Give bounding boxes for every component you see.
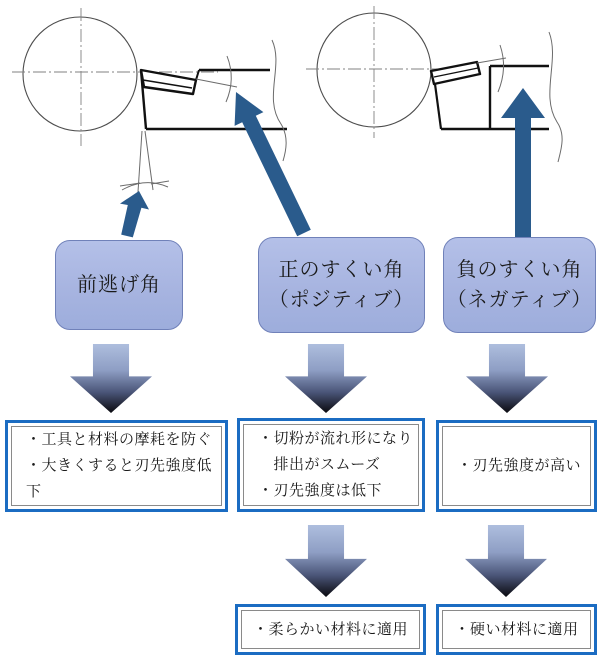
right-drawing-workpiece xyxy=(306,6,438,138)
positive-rake-diagonal-arrow-icon xyxy=(235,92,311,236)
label-text-line2: （ネガティブ） xyxy=(446,289,593,311)
description-line: ・刃先強度が高い xyxy=(457,458,582,474)
break-line-wavy xyxy=(549,32,562,162)
description-line: ・刃先強度は低下 xyxy=(258,483,383,499)
application-box-negative xyxy=(436,604,597,655)
clearance-up-arrow-icon xyxy=(120,191,149,237)
tool-step-edge xyxy=(196,70,199,80)
clearance-reference-slanted xyxy=(145,131,153,190)
application-text: ・柔らかい材料に適用 xyxy=(252,621,408,638)
down-arrow-icon xyxy=(285,525,367,597)
label-text-line2: （ポジティブ） xyxy=(268,289,415,311)
description-box-clearance xyxy=(5,420,228,512)
description-line: 排出がスムーズ xyxy=(258,457,381,473)
negative-rake-up-arrow-icon xyxy=(501,88,545,237)
description-line: ・切粉が流れ形になり xyxy=(258,431,414,447)
right-drawing-tool xyxy=(431,62,549,129)
workpiece-circle xyxy=(23,17,137,131)
tool-front-edge xyxy=(435,84,441,129)
break-line-wavy xyxy=(272,40,286,161)
label-box-clearance-angle xyxy=(55,240,183,330)
left-drawing-tool xyxy=(141,70,287,129)
description-line: ・工具と材料の摩耗を防ぐ xyxy=(26,432,213,448)
insert-positive-rake xyxy=(141,70,196,94)
clearance-tick-left xyxy=(120,183,140,186)
application-box-positive xyxy=(235,604,426,655)
label-text-line1: 負のすくい角 xyxy=(456,259,583,281)
description-box-positive xyxy=(237,418,425,512)
down-arrow-icon xyxy=(285,344,367,413)
tool-angle-drawings xyxy=(0,0,600,240)
down-arrow-icon xyxy=(466,344,548,413)
rake-angle-arc xyxy=(226,56,231,102)
left-drawing-workpiece xyxy=(12,8,218,146)
rake-angle-arc xyxy=(498,45,504,92)
label-text-line1: 正のすくい角 xyxy=(278,259,405,281)
clearance-angle-arc xyxy=(122,183,168,190)
down-arrow-icon xyxy=(465,525,547,597)
label-text: 前逃げ角 xyxy=(77,274,161,296)
label-box-negative-rake xyxy=(443,237,596,333)
description-box-negative xyxy=(436,420,597,512)
down-arrow-icon xyxy=(70,344,152,413)
rake-angle-reference-line xyxy=(477,58,506,63)
description-line: ・大きくすると刃先強度低下 xyxy=(26,458,213,500)
label-box-positive-rake xyxy=(258,237,425,333)
application-text: ・硬い材料に適用 xyxy=(454,621,579,638)
